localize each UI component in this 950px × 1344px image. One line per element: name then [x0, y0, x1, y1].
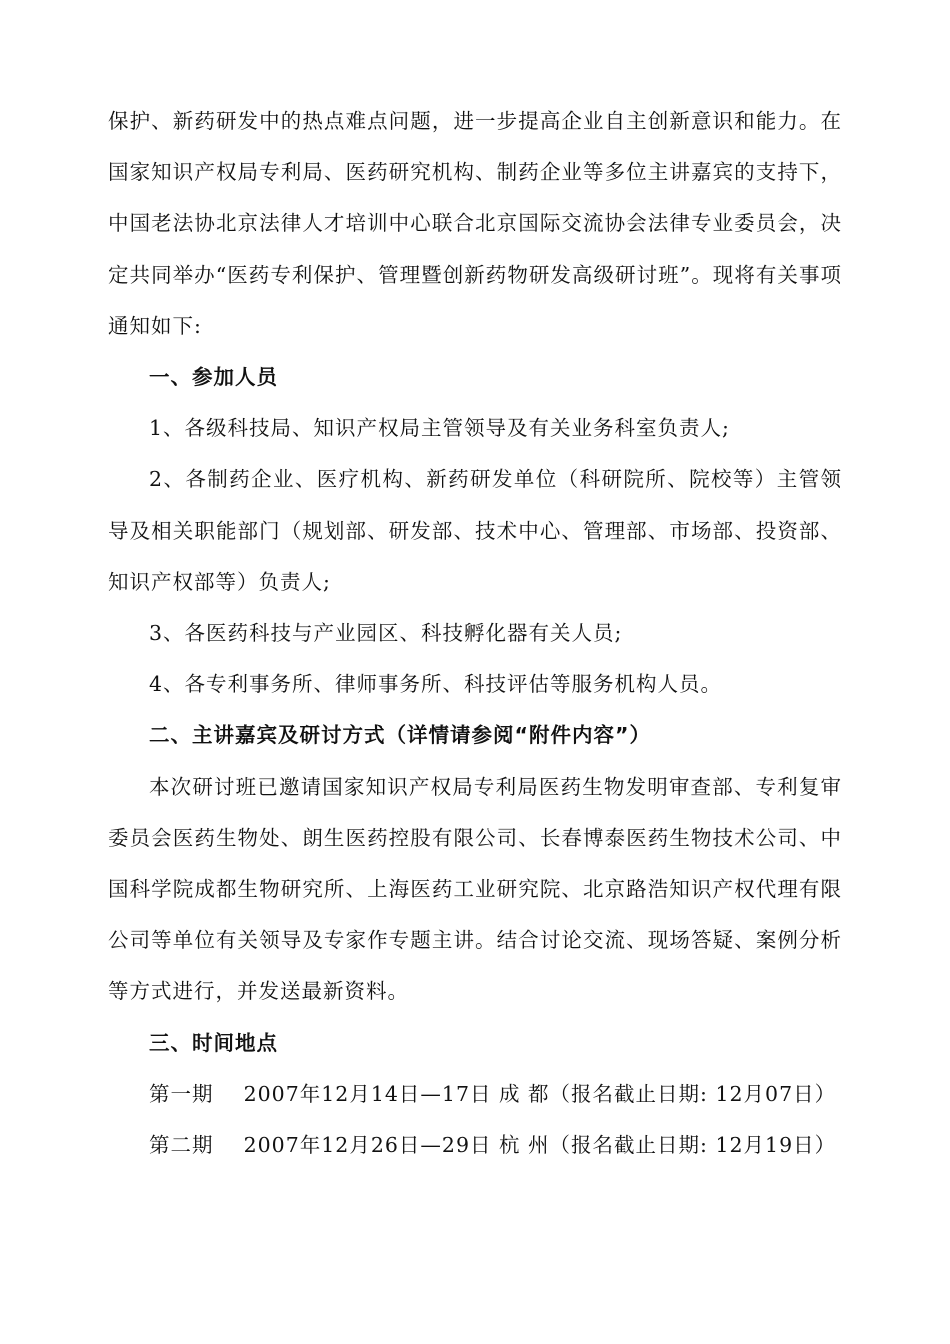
session-schedule: 第二期 2007年12月26日—29日 杭 州（报名截止日期: 12月19日）	[149, 1133, 837, 1158]
section-heading-participants: 一、参加人员	[149, 365, 278, 390]
session-schedule: 第一期 2007年12月14日—17日 成 都（报名截止日期: 12月07日）	[149, 1081, 837, 1106]
intro-paragraph: 保护、新药研发中的热点难点问题，进一步提高企业自主创新意识和能力。在国家知识产权局专利局、医药研究机构、制药企业等多位主讲嘉宾的支持下，中国老法协北京法律人才培训中心联合北京国际交流协会法律专业委员会，决定共同举办“医药专利保护、管理暨创新药物研发高级研讨班”。现将有关事项通知如下:	[108, 109, 842, 338]
participant-item: 4、各专利事务所、律师事务所、科技评估等服务机构人员。	[149, 672, 723, 697]
section-heading-speakers: 二、主讲嘉宾及研讨方式（详情请参阅“附件内容”）	[149, 723, 651, 748]
speakers-paragraph: 本次研讨班已邀请国家知识产权局专利局医药生物发明审查部、专利复审委员会医药生物处、朗生医药控股有限公司、长春博泰医药生物技术公司、中国科学院成都生物研究所、上海医药工业研究院、北京路浩知识产权代理有限公司等单位有关领导及专家作专题主讲。结合讨论交流、现场答疑、案例分析等方式进行，并发送最新资料。	[108, 774, 842, 1004]
participant-item: 2、各制药企业、医疗机构、新药研发单位（科研院所、院校等）主管领导及相关职能部门（规划部、研发部、技术中心、管理部、市场部、投资部、知识产权部等）负责人;	[108, 467, 842, 594]
participant-item: 3、各医药科技与产业园区、科技孵化器有关人员;	[149, 621, 623, 646]
participant-item: 1、各级科技局、知识产权局主管领导及有关业务科室负责人;	[149, 416, 730, 441]
section-heading-time-location: 三、时间地点	[149, 1030, 278, 1055]
